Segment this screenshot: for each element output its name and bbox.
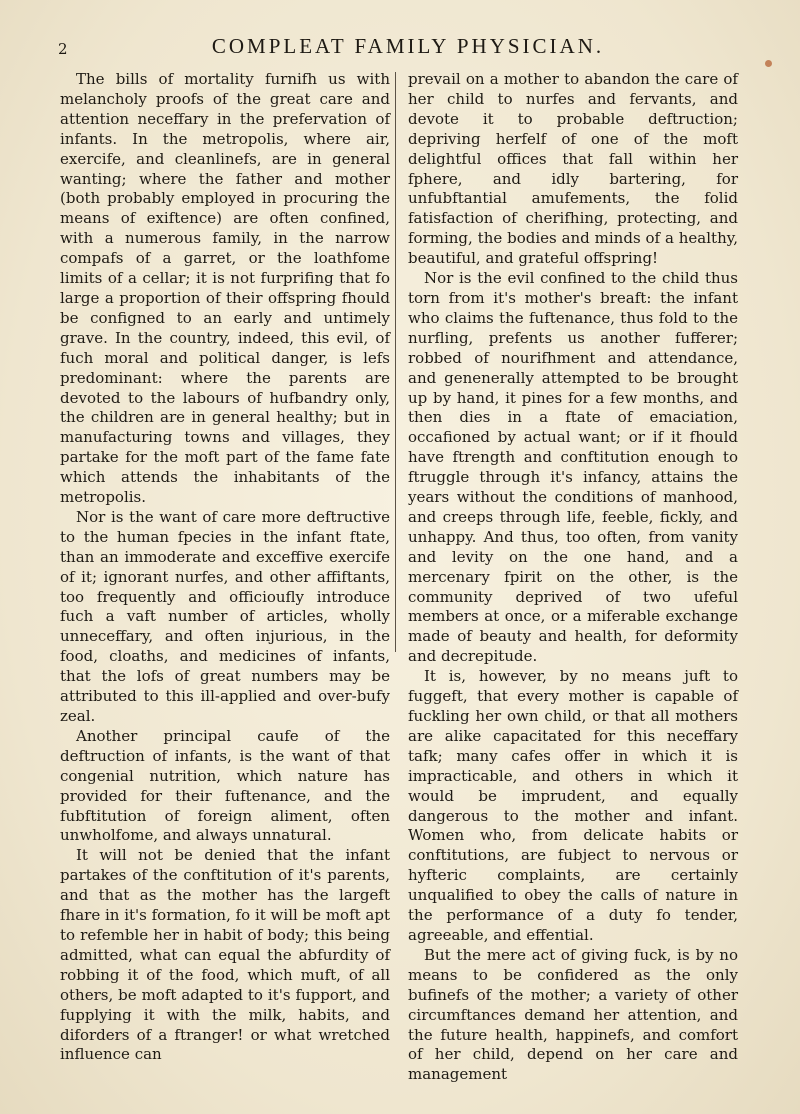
paragraph: But the mere act of giving fuck, is by no means to be confidered as the only bufinefs of the mother; a variety of other circumftances demand her attention, and the future health, happinefs, and comfort of her child, depend on her care and management [408,945,738,1084]
right-column [408,70,738,1085]
paragraph: prevail on a mother to abandon the care of her child to nurfes and fervants, and devote it to probable deftruction; depriving herfelf of one of the moft delightful offices that fall within her fphere, and idly bartering, for unfubftantial amufements, the folid fatisfaction of cherifhing, protecting, and forming, the bodies and minds of a healthy, beautiful, and grateful offspring! [408,70,738,268]
paragraph: It will not be denied that the infant partakes of the conftitution of it's parents, and that as the mother has the largeft fhare in it's formation, fo it will be moft apt to refemble her in habit of body; this being admitted, what can equal the abfurdity of robbing it of the food, which muft, of all others, be moft adapted to it's fupport, and fupplying it with the milk, habits, and diforders of a ftranger! or what wretched influence can [60,846,390,1064]
running-head: COMPLEAT FAMILY PHYSICIAN. [211,34,605,58]
paragraph: It is, however, by no means juft to fuggeft, that every mother is capable of fuckling her own child, or that all mothers are alike capacitated for this neceffary tafk; many cafes offer in which it is impracticable, and others in which it would be imprudent, and equally dangerous to the mother and infant. Women who, from delicate habits or conftitutions, are fubject to nervous or hyfteric complaints, are certainly unqualified to obey the calls of nature in the performance of a duty fo tender, agreeable, and effential. [408,667,738,944]
ink-blemish [765,60,772,67]
paragraph: Nor is the evil confined to the child thus torn from it's mother's breaft: the infant who claims the fuftenance, thus fold to the nurfling, prefents us another fufferer; robbed of nourifhment and attendance, and genenerally attempted to be brought up by hand, it pines for a few months, and then dies in a ftate of emaciation, occafioned by actual want; or if it fhould have ftrength and conftitution enough to ftruggle through it's infancy, attains the years without the conditions of manhood, and creeps through life, feeble, fickly, and unhappy. And thus, too often, from vanity and levity on the one hand, and a mercenary fpirit on the other, is the community deprived of two ufeful members at once, or a miferable exchange made of beauty and health, for deformity and decrepitude. [408,269,738,666]
left-column [60,70,390,1065]
paragraph: Nor is the want of care more deftructive to the human fpecies in the infant ftate, than an immoderate and exceffive exercife of it; ignorant nurfes, and other affiftants, too frequently and officioufly introduce fuch a vaft number of articles, wholly unneceffary, and often injurious, in the food, cloaths, and medicines of infants, that the lofs of great numbers may be attributed to this ill-applied and over-bufy zeal. [60,507,390,725]
column-divider [395,72,396,652]
page-number: 2 [58,40,68,58]
paragraph: Another principal caufe of the deftruction of infants, is the want of that congenial nutrition, which nature has provided for their fuftenance, and the fubftitution of foreign aliment, often unwholfome, and always unnatural. [60,726,390,845]
paragraph: The bills of mortality furnifh us with melancholy proofs of the great care and attention neceffary in the prefervation of infants. In the metropolis, where air, exercife, and cleanlinefs, are in general wanting; where the father and mother (both probably employed in procuring the means of exiftence) are often confined, with a numerous family, in the narrow compafs of a garret, or the loathfome limits of a cellar; it is not furprifing that fo large a proportion of their offspring fhould be configned to an early and untimely grave. In the country, indeed, this evil, of fuch moral and political danger, is lefs predominant: where the parents are devoted to the labours of hufbandry only, the children are in general healthy; but in manufacturing towns and villages, they partake for the moft part of the fame fate which attends the inhabitants of the metropolis. [60,70,390,507]
page-header [58,34,758,62]
